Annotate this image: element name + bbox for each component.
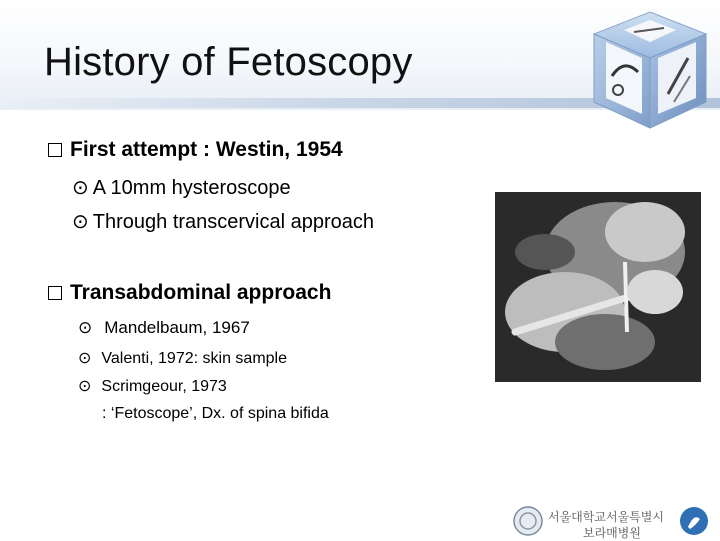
section-heading-transabdominal: Transabdominal approach [48,281,331,305]
medical-cube-image [584,6,716,134]
logo-hospital-text: 보라매병원 [583,526,641,540]
circle-dot-bullet-icon: ⊙ [72,177,89,199]
list-item: ⊙ Scrimgeour, 1973 [78,378,227,395]
square-bullet-icon [48,143,62,157]
logo-university-text: 서울대학교 [548,510,606,524]
slide-title: History of Fetoscopy [44,40,413,84]
list-item: ⊙ Through transcervical approach [72,211,375,233]
circle-dot-bullet-icon: ⊙ [78,350,92,367]
list-item: ⊙ A 10mm hysteroscope [72,177,291,199]
square-bullet-icon [48,286,62,300]
list-item: ⊙ Valenti, 1972: skin sample [78,350,287,367]
list-item-continuation: : ‘Fetoscope’, Dx. of spina bifida [102,405,329,422]
list-item: ⊙ Mandelbaum, 1967 [78,318,250,337]
section-heading-first-attempt: First attempt : Westin, 1954 [48,138,343,162]
circle-dot-bullet-icon: ⊙ [72,211,89,233]
logo-city-text: 서울특별시 [606,510,664,524]
circle-dot-bullet-icon: ⊙ [78,318,93,337]
circle-dot-bullet-icon: ⊙ [78,378,92,395]
fetoscopy-surgery-photo [495,192,701,382]
